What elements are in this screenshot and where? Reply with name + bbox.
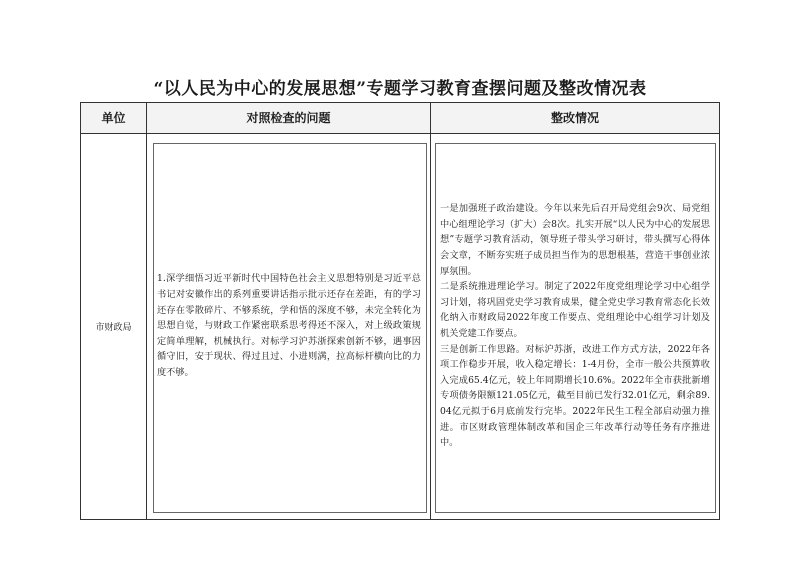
rectification-item: 一是加强班子政治建设。今年以来先后召开局党组会9次、局党组中心组理论学习（扩大）会8次。扎实开展“以人民为中心的发展思想”专题学习教育活动，领导班子带头学习研讨，带头撰写心得体会文章，不断夯实班子成员担当作为的思想根基，营造干事创业浓厚氛围。 xyxy=(440,203,710,277)
rectification-item: 二是系统推进理论学习。制定了2022年度党组理论学习中心组学习计划，将巩固党史学习教育成果，健全党史学习教育常态化长效化纳入市财政局2022年度工作要点、党组理论中心组学习计划及机关党建工作要点。 xyxy=(440,281,710,339)
column-divider xyxy=(430,103,431,519)
header-problem: 对照检查的问题 xyxy=(246,111,331,125)
table-row-unit: 市财政局 xyxy=(95,322,132,333)
rectification-item: 三是创新工作思路。对标沪苏浙，改进工作方式方法，2022年各项工作稳步开展，收入稳定增长：1-4月份，全市一般公共预算收入完成65.4亿元，较上年同期增长10.6%。2022年全市获批新增专项债务限额121.05亿元，截至目前已发行32.01亿元，剩余89.04亿元拟于6月底前发行完毕。2022年民生工程全部启动强力推进。市区财政管理体制改革和国企三年改革行动等任务有序推进中。 xyxy=(440,343,710,449)
rectification-table xyxy=(80,102,720,520)
header-rectification: 整改情况 xyxy=(550,111,599,125)
rectification-cell xyxy=(440,134,710,518)
header-unit: 单位 xyxy=(101,111,126,125)
problem-text: 1.深学细悟习近平新时代中国特色社会主义思想特别是习近平总书记对安徽作出的系列重要讲话指示批示还存在差距，有的学习还存在零散碎片、不够系统，学和悟的深度不够，未完全转化为思想自觉，与财政工作紧密联系思考得还不深入，对上级政策规定简单理解，机械执行。对标学习沪苏浙探索创新不够，遇事因循守旧，安于现状、得过且过、小进则满，拉高标杆横向比的力度不够。 xyxy=(157,273,421,378)
page-title: “以人民为中心的发展思想”专题学习教育查摆问题及整改情况表 xyxy=(153,79,647,99)
problem-cell xyxy=(157,134,421,518)
table-header xyxy=(81,103,719,134)
column-divider xyxy=(146,103,147,519)
